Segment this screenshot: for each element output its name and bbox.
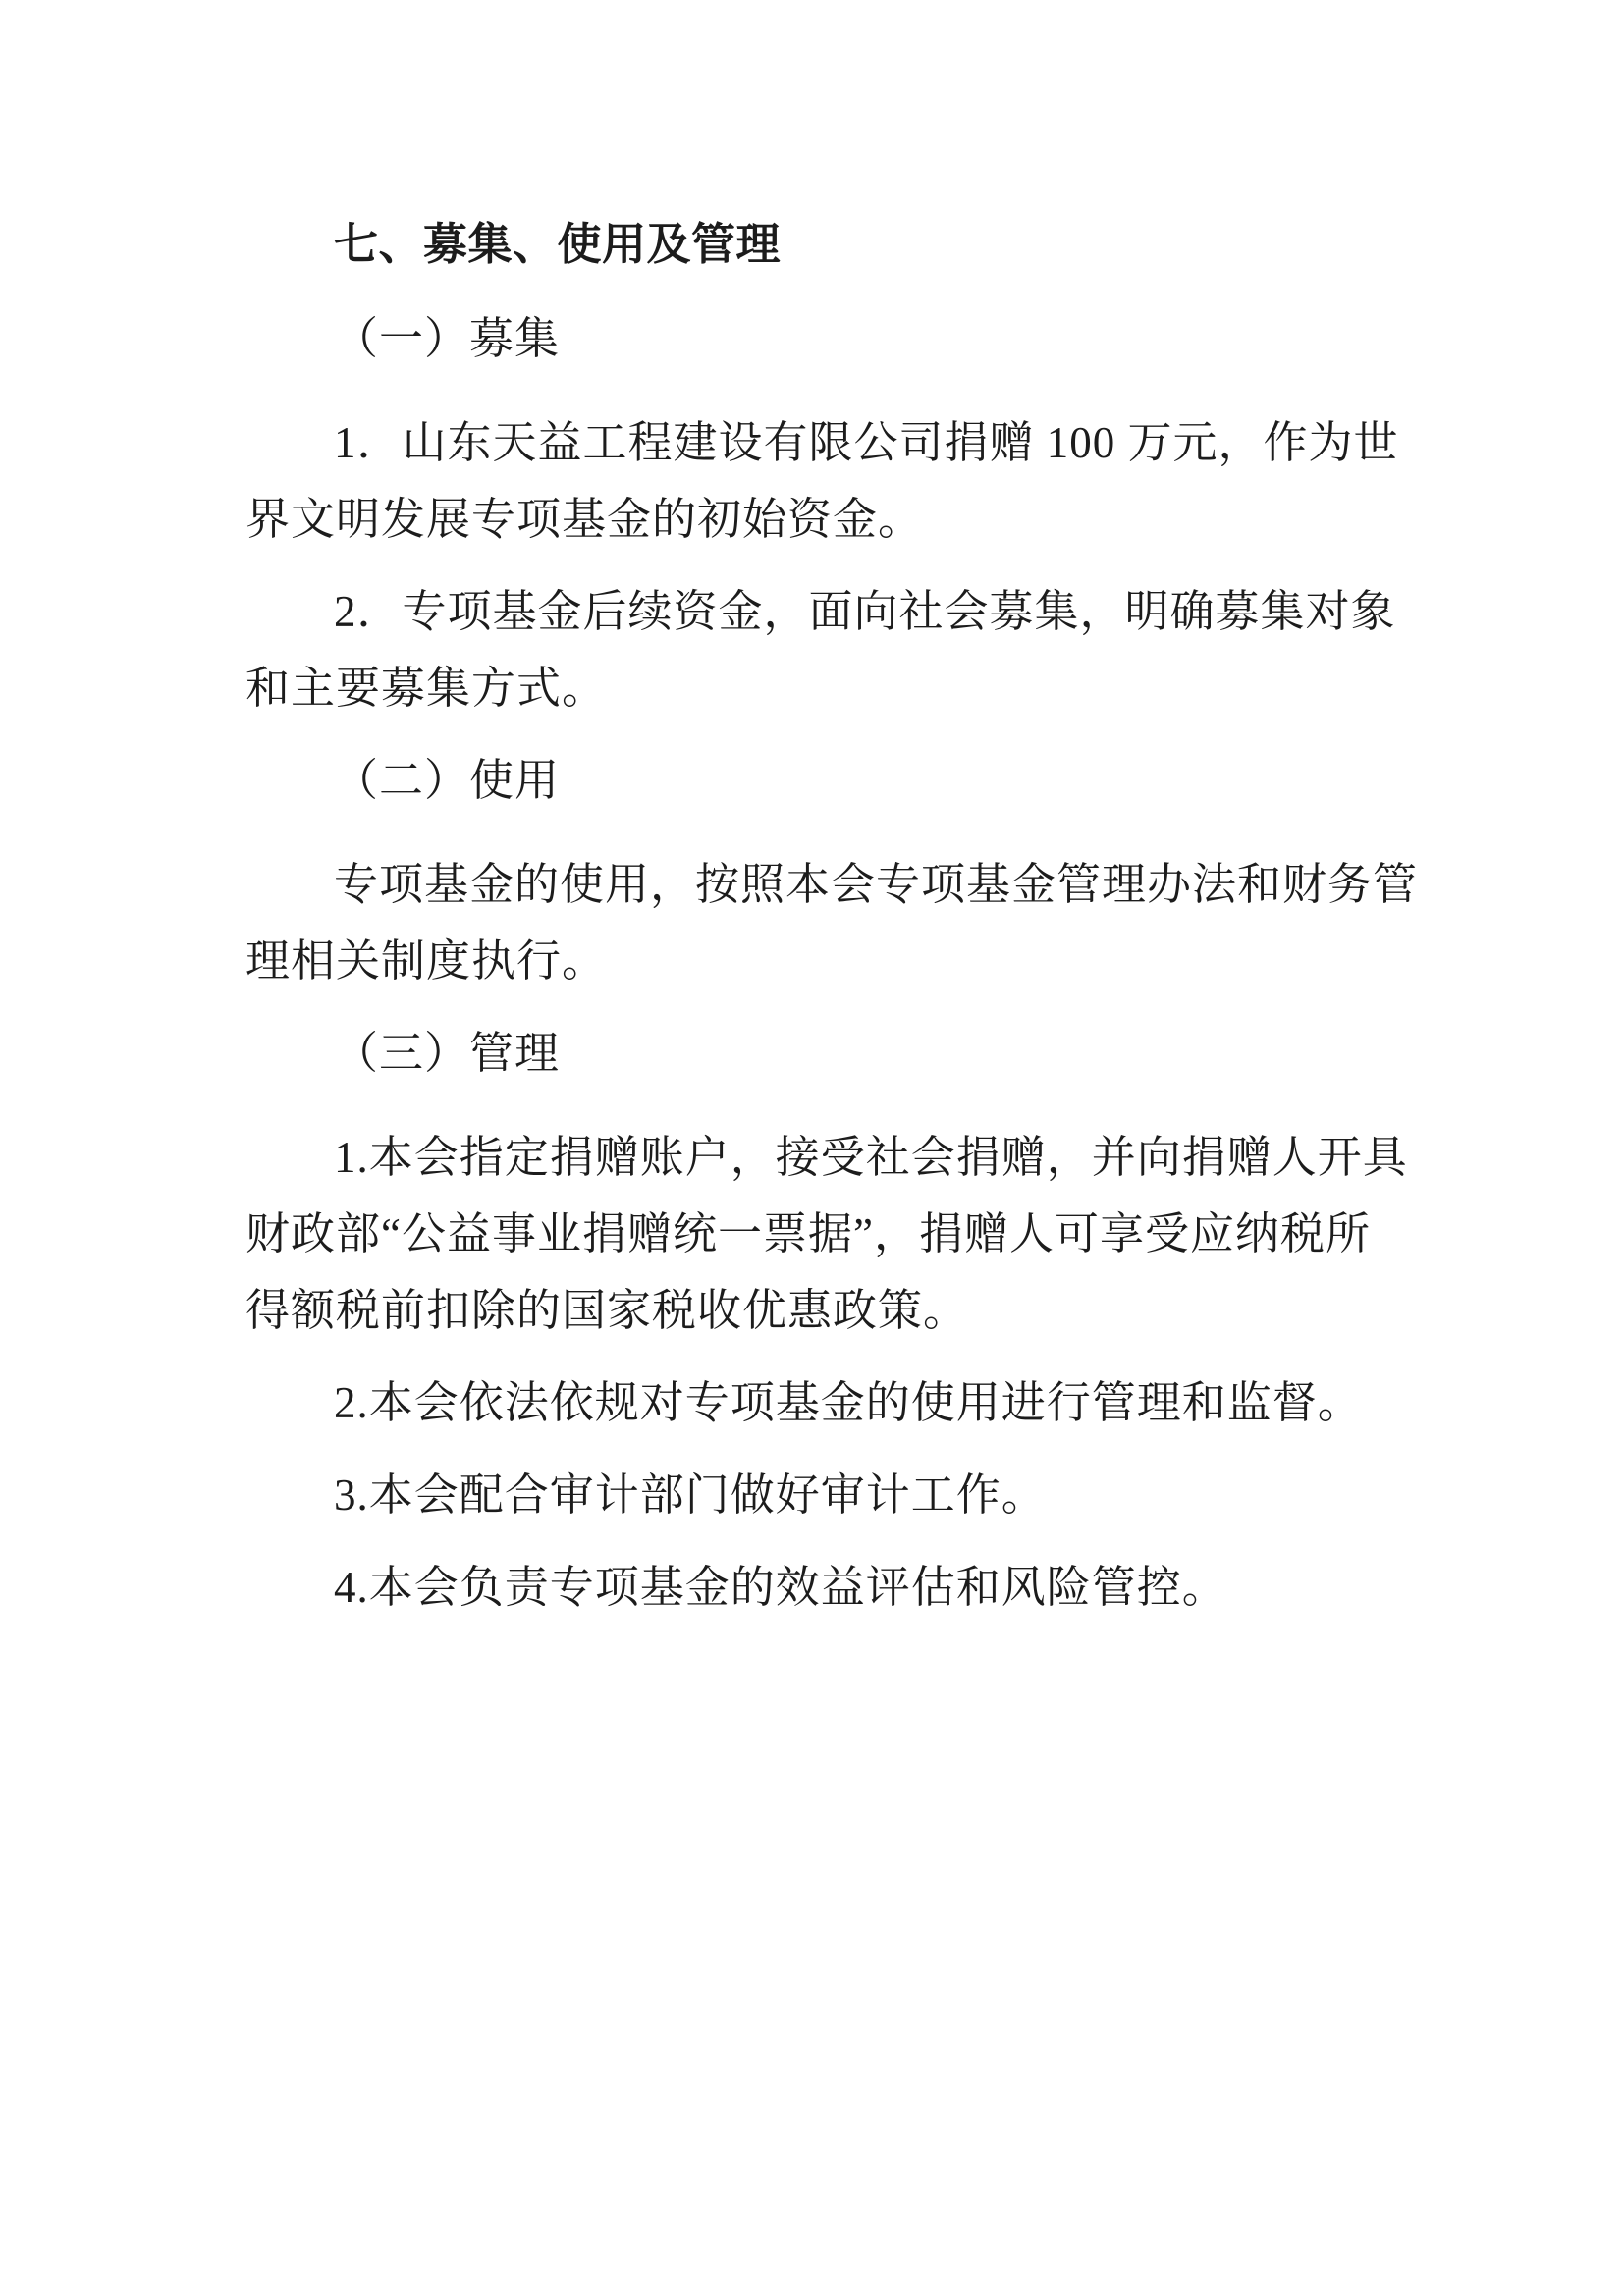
paragraph-management-2	[245, 1364, 1388, 1441]
paragraph-usage	[245, 846, 1419, 999]
paragraph-management-3	[245, 1457, 1388, 1533]
doc-line: 1.本会指定捐赠账户，接受社会捐赠，并向捐赠人开具	[334, 1133, 1408, 1182]
doc-line: 理相关制度执行。	[245, 936, 608, 986]
doc-line: 界文明发展专项基金的初始资金。	[245, 495, 924, 544]
subsection-heading: （二）使用	[334, 756, 561, 805]
paragraph-management-1	[245, 1119, 1408, 1349]
subsection-heading: （三）管理	[334, 1029, 561, 1078]
doc-line: 4.本会负责专项基金的效益评估和风险管控。	[334, 1563, 1227, 1612]
doc-line: 得额税前扣除的国家税收优惠政策。	[245, 1286, 969, 1335]
doc-line: 1．山东天益工程建设有限公司捐赠 100 万元，作为世	[334, 418, 1399, 467]
chapter-heading: 七、募集、使用及管理	[334, 219, 782, 269]
subsection-heading-block-2	[245, 742, 1388, 819]
doc-line: 2.本会依法依规对专项基金的使用进行管理和监督。	[334, 1378, 1363, 1427]
doc-line: 财政部“公益事业捐赠统一票据”，捐赠人可享受应纳税所	[245, 1209, 1371, 1258]
subsection-heading-block-3	[245, 1015, 1388, 1092]
paragraph-followup-funding	[245, 573, 1396, 726]
doc-line: 专项基金的使用，按照本会专项基金管理办法和财务管	[334, 860, 1419, 909]
doc-line: 2．专项基金后续资金，面向社会募集，明确募集对象	[334, 587, 1396, 636]
paragraph-initial-funding	[245, 404, 1399, 558]
subsection-heading-block-1	[245, 300, 1388, 377]
doc-line: 和主要募集方式。	[245, 664, 608, 713]
subsection-heading: （一）募集	[334, 314, 561, 363]
paragraph-management-4	[245, 1549, 1388, 1626]
chapter-heading-block	[245, 206, 1388, 283]
doc-line: 3.本会配合审计部门做好审计工作。	[334, 1470, 1047, 1520]
